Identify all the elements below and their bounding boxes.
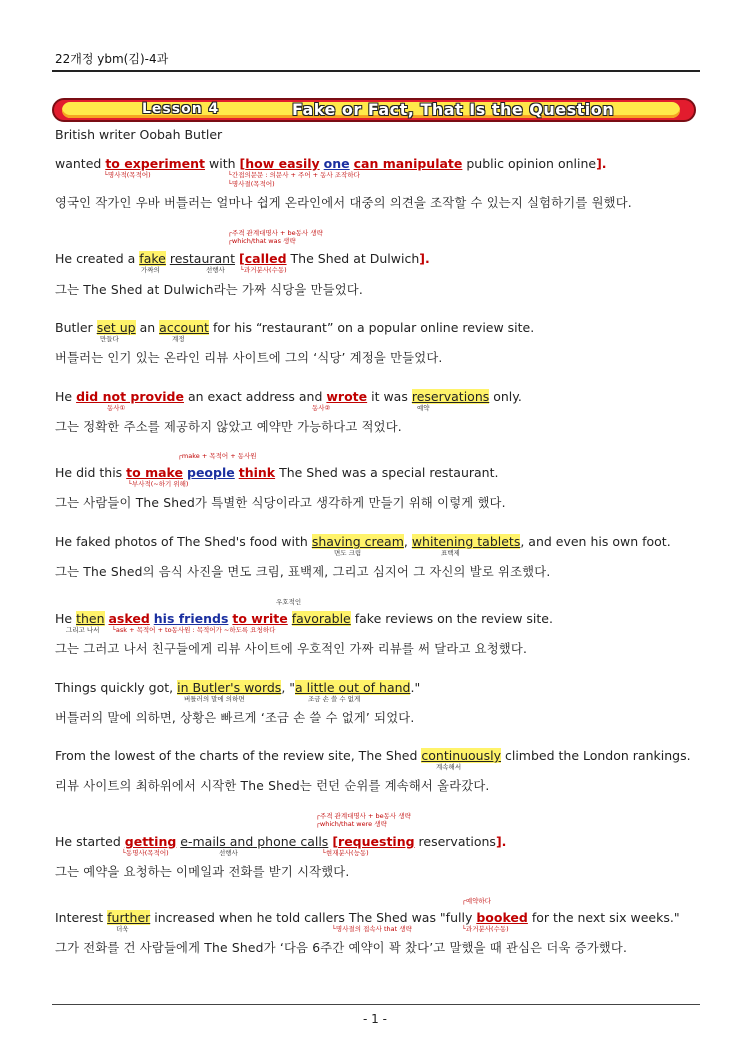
s7-korean: 그는 그러고 나서 친구들에게 리뷰 사이트에 우호적인 가짜 리뷰를 써 달라고 요청했다. [55,642,528,656]
s1-annotation-2: └간접의문문 : 의문사 + 주어 + 동사 조작하다 [228,171,360,179]
s2-annotation-3: └과거분사(수동) [240,266,287,274]
s7-annotation-1: 그리고 나서 [66,626,100,634]
s10-top-annotation-2: ┌which/that were 생략 [316,820,387,828]
s2-english: He created a fake restaurant [called The Shed at Dulwich]. [55,251,430,266]
s4-english: He did not provide an exact address and wrote it was reservations only. [55,389,522,404]
s3-english: Butler set up an account for his “restaurant” on a popular online review site. [55,320,535,335]
s5-english: He did this to make people think The Shed was a special restaurant. [55,465,499,480]
s3-korean: 버틀러는 인기 있는 온라인 리뷰 사이트에 그의 ‘식당’ 계정을 만들었다. [55,351,443,365]
s10-english: He started getting e-mails and phone calls [requesting reservations]. [55,834,507,849]
s11-english: Interest further increased when he told callers The Shed was "fully booked for the next six weeks." [55,910,680,925]
s2-annotation-2: 선행사 [206,266,225,274]
s7-top-annotation: 우호적인 [276,598,302,606]
s11-annotation-3: └과거분사(수동) [462,925,509,933]
s2-korean: 그는 The Shed at Dulwich라는 가짜 식당을 만들었다. [55,283,364,297]
s1-english: wanted to experiment with [how easily one can manipulate public opinion online]. [55,156,607,171]
s9-english: From the lowest of the charts of the review site, The Shed continuously climbed the London rankings. [55,748,691,763]
s1-subject-line: British writer Oobah Butler [55,127,223,142]
s8-korean: 버틀러의 말에 의하면, 상황은 빠르게 ‘조금 손 쓸 수 없게’ 되었다. [55,711,415,725]
s8-annotation-1: 버틀러의 말에 의하면 [184,695,245,703]
lesson-banner [52,98,696,122]
s2-top-annotation-1: ┌주격 관계대명사 + be동사 생략 [228,229,323,237]
s6-english: He faked photos of The Shed's food with shaving cream, whitening tablets, and even his own foot. [55,534,671,549]
s10-annotation-3: └현재분사(능동) [322,849,369,857]
s1-annotation-1: └명사적(목적어) [104,171,151,179]
s4-annotation-3: 예약 [417,404,430,412]
s6-annotation-1: 면도 크림 [334,549,362,557]
header-rule [52,70,700,72]
s5-korean: 그는 사람들이 The Shed가 특별한 식당이라고 생각하게 만들기 위해 이렇게 했다. [55,496,506,510]
s11-top-annotation: ┌예약하다 [462,897,492,905]
s9-annotation-1: 계속해서 [436,763,462,771]
s10-top-annotation-1: ┌주격 관계대명사 + be동사 생략 [316,812,411,820]
s2-top-annotation-2: ┌which/that was 생략 [228,237,296,245]
s4-korean: 그는 정확한 주소를 제공하지 않았고 예약만 가능하다고 적었다. [55,420,402,434]
s6-annotation-2: 표백제 [441,549,460,557]
lesson-number: Lesson 4 [142,101,220,117]
s11-korean: 그가 전화를 건 사람들에게 The Shed가 ‘다음 6주간 예약이 꽉 찼다’고 말했을 때 관심은 더욱 증가했다. [55,941,628,955]
footer-rule [52,1004,700,1005]
s7-english: He then asked his friends to write favorable fake reviews on the review site. [55,611,553,626]
lesson-title: Fake or Fact, That Is the Question [292,100,615,119]
s10-annotation-2: 선행사 [219,849,238,857]
s9-korean: 리뷰 사이트의 최하위에서 시작한 The Shed는 런던 순위를 계속해서 올라갔다. [55,779,490,793]
s1-annotation-3: └명사절(목적어) [228,180,275,188]
s11-annotation-2: └명사절의 접속사 that 생략 [332,925,412,933]
s7-annotation-2: └ask + 목적어 + to동사원 : 목적어가 ~하도록 요청하다 [112,626,276,634]
s10-korean: 그는 예약을 요청하는 이메일과 전화를 받기 시작했다. [55,865,350,879]
document-header: 22개정 ybm(김)-4과 [55,52,169,66]
s3-annotation-2: 계정 [172,335,185,343]
s8-english: Things quickly got, in Butler's words, "a little out of hand." [55,680,421,695]
s11-annotation-1: 더욱 [116,925,129,933]
s5-annotation-1: └부사적(~하기 위해) [128,480,189,488]
s8-annotation-2: 조금 손 쓸 수 없게 [308,695,361,703]
page-number: - 1 - [363,1012,387,1026]
s2-annotation-1: 가짜의 [141,266,160,274]
s1-korean: 영국인 작가인 우바 버틀러는 얼마나 쉽게 온라인에서 대중의 의견을 조작할 수 있는지 실험하기를 원했다. [55,196,632,210]
s6-korean: 그는 The Shed의 음식 사진을 면도 크림, 표백제, 그리고 심지어 그 자신의 발로 위조했다. [55,565,551,579]
s4-annotation-2: 동사② [312,404,331,412]
s5-top-annotation: ┌make + 목적어 + 동사원 [178,452,257,460]
lesson-banner-inner [62,102,680,118]
s3-annotation-1: 만들다 [100,335,119,343]
s10-annotation-1: └동명사(목적어) [122,849,169,857]
s4-annotation-1: 동사① [107,404,126,412]
